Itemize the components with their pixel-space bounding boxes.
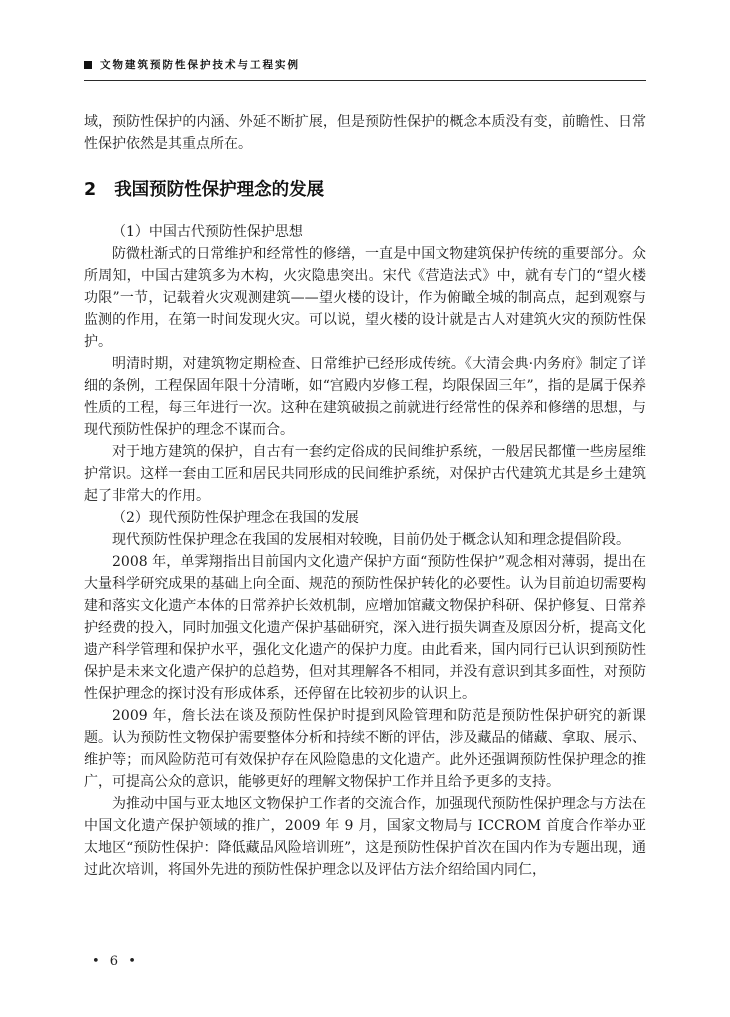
running-header-title: 文物建筑预防性保护技术与工程实例 (100, 59, 300, 71)
paragraph-modern-stage: 现代预防性保护理念在我国的发展相对较晚，目前仍处于概念认知和理念提倡阶段。 (112, 532, 630, 548)
header-square-icon (84, 61, 92, 69)
paragraph-fire-tower: 防微杜渐式的日常维护和经常性的修缮，一直是中国文物建筑保护传统的重要部分。众所周知，中国古建筑多为木构，火灾隐患突出。宋代《营造法式》中，就有专门的“望火楼功限”一节，记载着火灾观测建筑——望火楼的设计，作为俯瞰全城的制高点，起到观察与监测的作用，在第一时间发现火灾。可以说，望火楼的设计就是古人对建筑火灾的预防性保护。 (84, 246, 646, 350)
subheading-modern: （2）现代预防性保护理念在我国的发展 (112, 510, 359, 526)
paragraph-2009-risk: 2009 年，詹长法在谈及预防性保护时提到风险管理和防范是预防性保护研究的新课题。认为预防性文物保护需要整体分析和持续不断的评估，涉及藏品的储藏、拿取、展示、维护等；而风险防范可有效保护存在风险隐患的文化遗产。此外还强调预防性保护理念的推广，可提高公众的意识，能够更好的理解文物保护工作并且给予更多的支持。 (84, 708, 646, 790)
paragraph-ming-qing: 明清时期，对建筑物定期检查、日常维护已经形成传统。《大清会典·内务府》制定了详细的条例，工程保固年限十分清晰，如“宫殿内岁修工程，均限保固三年”，指的是属于保养性质的工程，每三年进行一次。这种在建筑破损之前就进行经常性的保养和修缮的思想，与现代预防性保护的理念不谋而合。 (84, 356, 646, 438)
running-header (84, 57, 646, 81)
subheading-ancient: （1）中国古代预防性保护思想 (112, 224, 303, 240)
page-number: • 6 • (92, 954, 139, 969)
paragraph-continuation: 域，预防性保护的内涵、外延不断扩展，但是预防性保护的概念本质没有变，前瞻性、日常性保护依然是其重点所在。 (84, 114, 646, 152)
body-text (84, 111, 646, 881)
paragraph-iccrom: 为推动中国与亚太地区文物保护工作者的交流合作，加强现代预防性保护理念与方法在中国文化遗产保护领域的推广，2009 年 9 月，国家文物局与 ICCROM 首度合作举办亚太地区“预防性保护：降低藏品风险培训班”，这是预防性保护首次在国内作为专题出现，通过此次培训，将国外先进的预防性保护理念以及评估方法介绍给国内同仁， (84, 796, 646, 878)
section-title: 我国预防性保护理念的发展 (114, 180, 325, 200)
paragraph-2008: 2008 年，单霁翔指出目前国内文化遗产保护方面“预防性保护”观念相对薄弱，提出在大量科学研究成果的基础上向全面、规范的预防性保护转化的必要性。认为目前迫切需要构建和落实文化遗产本体的日常养护长效机制，应增加馆藏文物保护科研、保护修复、日常养护经费的投入，同时加强文化遗产保护基础研究，深入进行损失调查及原因分析，提高文化遗产科学管理和保护水平，强化文化遗产的保护力度。由此看来，国内同行已认识到预防性保护是未来文化遗产保护的总趋势，但对其理解各不相同，并没有意识到其多面性，对预防性保护理念的探讨没有形成体系，还停留在比较初步的认识上。 (84, 554, 646, 702)
section-heading (84, 179, 646, 201)
paragraph-local-buildings: 对于地方建筑的保护，自古有一套约定俗成的民间维护系统，一般居民都懂一些房屋维护常识。这样一套由工匠和居民共同形成的民间维护系统，对保护古代建筑尤其是乡土建筑起了非常大的作用。 (84, 444, 646, 504)
section-number: 2 (84, 180, 97, 200)
